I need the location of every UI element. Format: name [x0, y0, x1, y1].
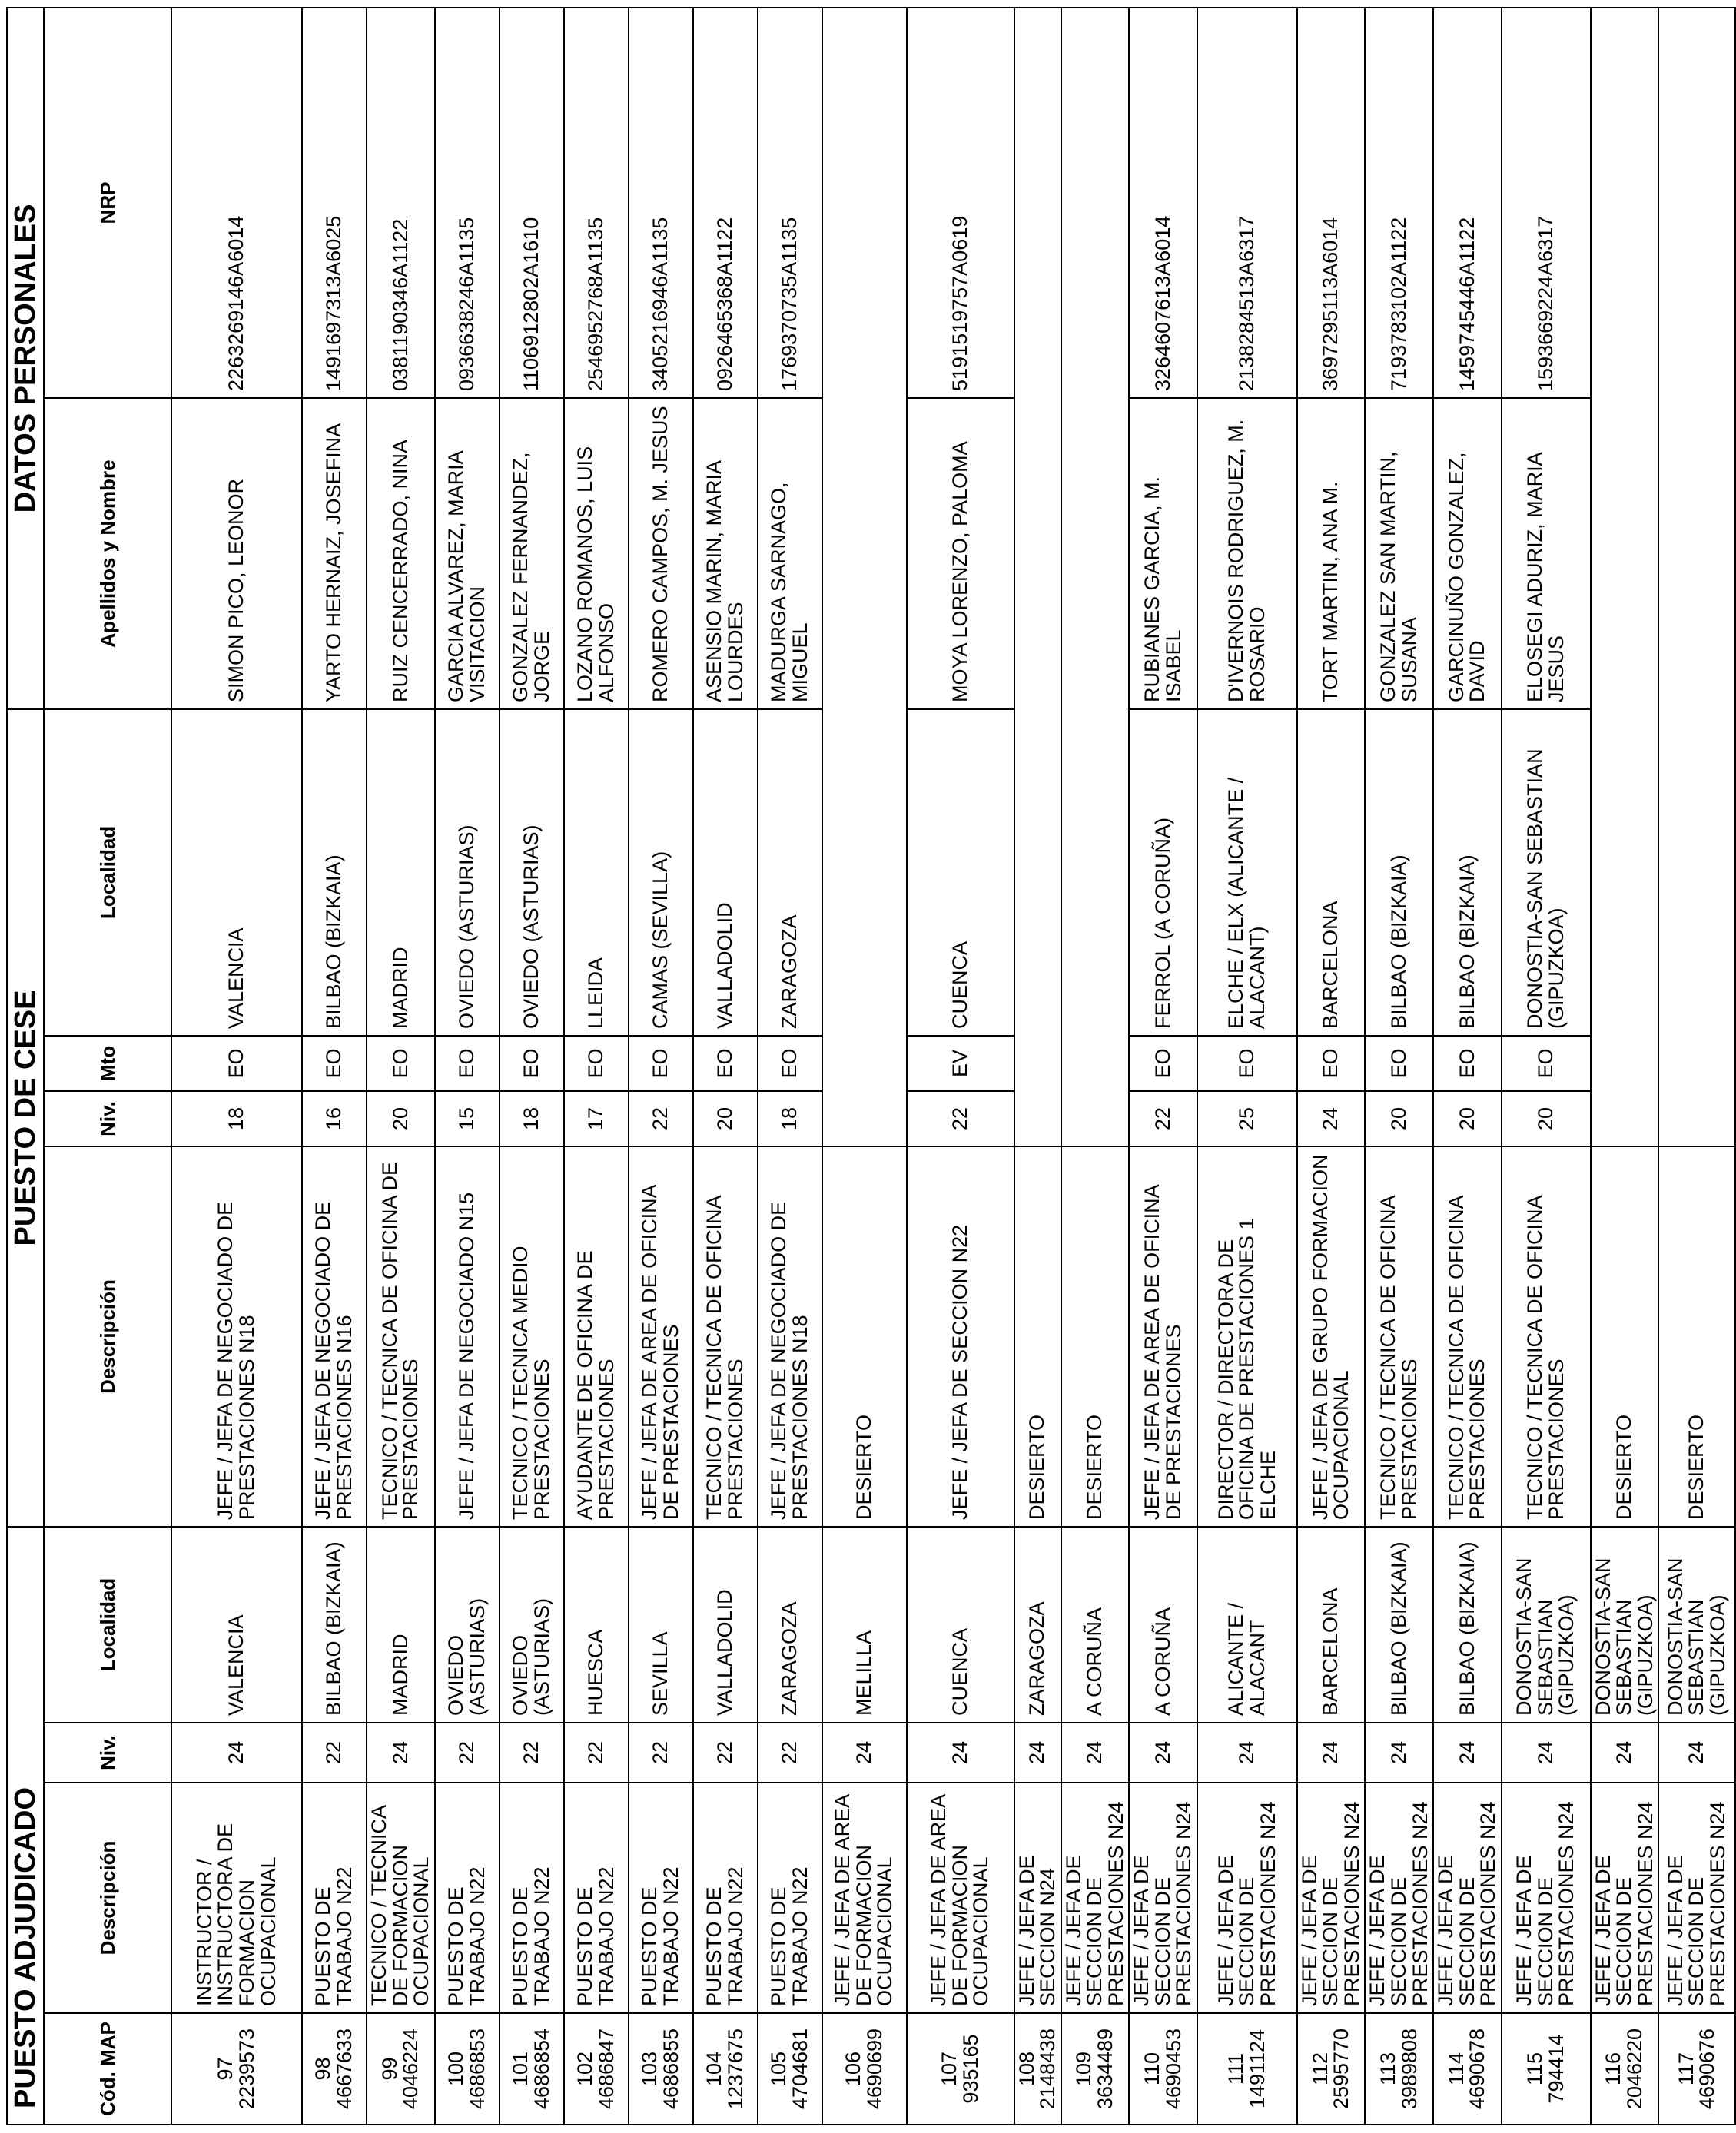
cell-niv-cese: 15	[435, 1091, 500, 1146]
cell-niv-adj: 22	[758, 1723, 822, 1783]
cell-niv-cese: 22	[1129, 1091, 1197, 1146]
cell-desc-cese: TECNICO / TECNICA MEDIO PRESTACIONES	[500, 1146, 564, 1527]
cell-mto: EO	[1502, 1036, 1591, 1091]
cell-vacant	[1591, 8, 1659, 1146]
cell-loc-cese: VALENCIA	[171, 709, 302, 1036]
table-row	[822, 8, 907, 2125]
cell-mto: EO	[693, 1036, 758, 1091]
row-number: 117	[1674, 2052, 1698, 2086]
cell-desc-adj: PUESTO DE TRABAJO N22	[564, 1783, 629, 2013]
cell-niv-cese: 18	[171, 1091, 302, 1146]
cell-loc-adj: BARCELONA	[1297, 1527, 1366, 1723]
row-number: 104	[702, 2051, 726, 2087]
map-code: 4690453	[1161, 2028, 1185, 2110]
cell-mto: EO	[758, 1036, 822, 1091]
map-code: 1237675	[723, 2028, 747, 2110]
row-number: 115	[1523, 2052, 1547, 2086]
row-number: 106	[841, 2051, 865, 2087]
cell-loc-adj: DONOSTIA-SAN SEBASTIAN (GIPUZKOA)	[1591, 1527, 1659, 1723]
cell-desc-adj: PUESTO DE TRABAJO N22	[758, 1783, 822, 2013]
cell-niv-adj: 22	[302, 1723, 367, 1783]
cell-cod-map	[1061, 2013, 1130, 2125]
cell-desc-cese: AYUDANTE DE OFICINA DE PRESTACIONES	[564, 1146, 629, 1527]
cell-nrp: 2138284513A6317	[1197, 8, 1297, 398]
cell-nrp: 0936638246A1135	[435, 8, 500, 398]
map-code: 4686854	[529, 2028, 553, 2110]
cell-niv-cese: 20	[1365, 1091, 1433, 1146]
row-number: 111	[1224, 2052, 1248, 2085]
cell-desc-adj: JEFE / JEFA DE SECCION DE PRESTACIONES N24	[1197, 1783, 1297, 2013]
cell-nombre: RUBIANES GARCIA, M. ISABEL	[1129, 398, 1197, 709]
cell-niv-cese: 20	[1433, 1091, 1502, 1146]
map-code: 2595770	[1329, 2028, 1353, 2110]
map-code: 4690699	[862, 2028, 886, 2110]
cell-mto: EV	[907, 1036, 1014, 1091]
cell-loc-adj: VALLADOLID	[693, 1527, 758, 1723]
cell-niv-cese: 20	[693, 1091, 758, 1146]
cell-loc-cese: OVIEDO (ASTURIAS)	[500, 709, 564, 1036]
map-code: 1491124	[1245, 2029, 1269, 2109]
cell-cod-map	[822, 2013, 907, 2125]
cell-cod-map	[1129, 2013, 1197, 2125]
cell-loc-adj: BILBAO (BIZKAIA)	[1433, 1527, 1502, 1723]
cell-vacant	[1061, 8, 1130, 1146]
cell-nrp: 3697295113A6014	[1297, 8, 1366, 398]
cell-desc-cese: TECNICO / TECNICA DE OFICINA PRESTACIONES	[693, 1146, 758, 1527]
cell-mto: EO	[1365, 1036, 1433, 1091]
cell-loc-cese: CUENCA	[907, 709, 1014, 1036]
cell-nombre: SIMON PICO, LEONOR	[171, 398, 302, 709]
map-code: 2239573	[235, 2028, 258, 2110]
cell-niv-adj: 24	[907, 1723, 1014, 1783]
table-row	[1502, 8, 1591, 2125]
cell-niv-adj: 24	[367, 1723, 435, 1783]
cell-desc-adj: JEFE / JEFA DE SECCION DE PRESTACIONES N24	[1297, 1783, 1366, 2013]
table-row	[1197, 8, 1297, 2125]
row-number: 110	[1140, 2052, 1164, 2086]
col-header-cod: Cód. MAP	[44, 2013, 171, 2125]
cell-niv-cese: 16	[302, 1091, 367, 1146]
cell-niv-adj: 24	[1591, 1723, 1659, 1783]
cell-desc-adj: PUESTO DE TRABAJO N22	[302, 1783, 367, 2013]
col-header-niv-cese: Niv.	[44, 1091, 171, 1146]
table-row	[758, 8, 822, 2125]
cell-niv-adj: 24	[1433, 1723, 1502, 1783]
row-number: 97	[214, 2057, 237, 2081]
cell-nrp: 1593669224A6317	[1502, 8, 1591, 398]
cell-niv-adj: 24	[1365, 1723, 1433, 1783]
cell-niv-adj: 24	[1197, 1723, 1297, 1783]
map-code: 4690678	[1465, 2028, 1489, 2110]
cell-cod-map	[500, 2013, 564, 2125]
cell-desc-cese: JEFE / JEFA DE AREA DE OFICINA DE PRESTACIONES	[1129, 1146, 1197, 1527]
cell-niv-adj: 22	[629, 1723, 693, 1783]
cell-cod-map	[1365, 2013, 1433, 2125]
cell-desc-cese: DESIERTO	[1061, 1146, 1130, 1527]
col-header-nrp: NRP	[44, 8, 171, 398]
group-header-cese: PUESTO DE CESE	[7, 709, 44, 1527]
table-row	[1061, 8, 1130, 2125]
group-header-adjudicado: PUESTO ADJUDICADO	[7, 1527, 44, 2125]
cell-nombre: GONZALEZ FERNANDEZ, JORGE	[500, 398, 564, 709]
cell-loc-adj: SEVILLA	[629, 1527, 693, 1723]
cell-niv-adj: 22	[500, 1723, 564, 1783]
cell-niv-cese: 22	[907, 1091, 1014, 1146]
cell-niv-cese: 17	[564, 1091, 629, 1146]
cell-loc-adj: MELILLA	[822, 1527, 907, 1723]
cell-desc-cese: DESIERTO	[1591, 1146, 1659, 1527]
cell-loc-adj: HUESCA	[564, 1527, 629, 1723]
cell-loc-adj: DONOSTIA-SAN SEBASTIAN (GIPUZKOA)	[1502, 1527, 1591, 1723]
cell-desc-adj: JEFE / JEFA DE AREA DE FORMACION OCUPACIONAL	[907, 1783, 1014, 2013]
table-row	[302, 8, 367, 2125]
map-code: 4690676	[1695, 2028, 1719, 2110]
cell-desc-adj: PUESTO DE TRABAJO N22	[629, 1783, 693, 2013]
cell-loc-adj: ZARAGOZA	[1014, 1527, 1061, 1723]
map-code: 935165	[958, 2034, 982, 2104]
cell-desc-adj: PUESTO DE TRABAJO N22	[500, 1783, 564, 2013]
table-row	[171, 8, 302, 2125]
cell-mto: EO	[1297, 1036, 1366, 1091]
cell-nombre: GARCIA ALVAREZ, MARIA VISITACION	[435, 398, 500, 709]
cell-cod-map	[1658, 2013, 1735, 2125]
row-number: 113	[1376, 2052, 1400, 2086]
table-row	[1014, 8, 1061, 2125]
cell-nrp: 7193783102A1122	[1365, 8, 1433, 398]
cell-nrp: 5191519757A0619	[907, 8, 1014, 398]
table-row	[500, 8, 564, 2125]
cell-niv-cese: 20	[367, 1091, 435, 1146]
cell-loc-adj: VALENCIA	[171, 1527, 302, 1723]
cell-loc-cese: OVIEDO (ASTURIAS)	[435, 709, 500, 1036]
cell-desc-cese: DESIERTO	[822, 1146, 907, 1527]
cell-nrp: 0926465368A1122	[693, 8, 758, 398]
cell-loc-adj: OVIEDO (ASTURIAS)	[435, 1527, 500, 1723]
cell-loc-cese: CAMAS (SEVILLA)	[629, 709, 693, 1036]
cell-nrp: 3405216946A1135	[629, 8, 693, 398]
col-header-niv-adj: Niv.	[44, 1723, 171, 1783]
cell-niv-adj: 24	[1502, 1723, 1591, 1783]
cell-niv-cese: 22	[629, 1091, 693, 1146]
table-row	[693, 8, 758, 2125]
cell-nrp: 3264607613A6014	[1129, 8, 1197, 398]
row-number: 100	[444, 2051, 468, 2087]
cell-loc-adj: A CORUÑA	[1061, 1527, 1130, 1723]
cell-niv-adj: 22	[564, 1723, 629, 1783]
map-code: 4046224	[399, 2028, 423, 2110]
cell-mto: EO	[564, 1036, 629, 1091]
cell-loc-adj: A CORUÑA	[1129, 1527, 1197, 1723]
cell-nombre: D'IVERNOIS RODRIGUEZ, M. ROSARIO	[1197, 398, 1297, 709]
row-number: 98	[311, 2057, 335, 2081]
cell-cod-map	[1197, 2013, 1297, 2125]
row-number: 105	[767, 2051, 791, 2087]
cell-nombre: GARCINUÑO GONZALEZ, DAVID	[1433, 398, 1502, 709]
row-number: 99	[377, 2057, 401, 2081]
cell-mto: EO	[435, 1036, 500, 1091]
cell-loc-cese: BILBAO (BIZKAIA)	[1433, 709, 1502, 1036]
cell-cod-map	[1591, 2013, 1659, 2125]
cell-desc-cese: DESIERTO	[1014, 1146, 1061, 1527]
cell-nrp: 1491697313A6025	[302, 8, 367, 398]
cell-vacant	[1014, 8, 1061, 1146]
cell-loc-adj: MADRID	[367, 1527, 435, 1723]
cell-desc-cese: TECNICO / TECNICA DE OFICINA PRESTACIONES	[1433, 1146, 1502, 1527]
row-number: 107	[938, 2051, 961, 2087]
cell-loc-adj: CUENCA	[907, 1527, 1014, 1723]
cell-nrp: 2546952768A1135	[564, 8, 629, 398]
cell-niv-adj: 24	[1658, 1723, 1735, 1783]
cell-loc-adj: ALICANTE / ALACANT	[1197, 1527, 1297, 1723]
cell-loc-cese: LLEIDA	[564, 709, 629, 1036]
cell-desc-adj: JEFE / JEFA DE SECCION DE PRESTACIONES N24	[1061, 1783, 1130, 2013]
cell-desc-adj: JEFE / JEFA DE SECCION DE PRESTACIONES N24	[1433, 1783, 1502, 2013]
cell-niv-adj: 24	[171, 1723, 302, 1783]
cell-nrp: 0381190346A1122	[367, 8, 435, 398]
cell-mto: EO	[629, 1036, 693, 1091]
col-header-desc-cese: Descripción	[44, 1146, 171, 1527]
cell-desc-adj: JEFE / JEFA DE SECCION DE PRESTACIONES N24	[1365, 1783, 1433, 2013]
map-code: 3634489	[1093, 2028, 1117, 2110]
cell-niv-adj: 24	[822, 1723, 907, 1783]
cell-desc-cese: JEFE / JEFA DE NEGOCIADO DE PRESTACIONES N16	[302, 1146, 367, 1527]
map-code: 4686847	[594, 2028, 618, 2110]
cell-cod-map	[758, 2013, 822, 2125]
cell-mto: EO	[1433, 1036, 1502, 1091]
cell-nombre: LOZANO ROMANOS, LUIS ALFONSO	[564, 398, 629, 709]
cell-mto: EO	[367, 1036, 435, 1091]
map-code: 794414	[1544, 2034, 1568, 2104]
cell-cod-map	[1502, 2013, 1591, 2125]
cell-nombre: MOYA LORENZO, PALOMA	[907, 398, 1014, 709]
cell-niv-adj: 24	[1297, 1723, 1366, 1783]
cell-mto: EO	[1197, 1036, 1297, 1091]
cell-desc-cese: DIRECTOR / DIRECTORA DE OFICINA DE PRESTACIONES 1 ELCHE	[1197, 1146, 1297, 1527]
cell-loc-adj: BILBAO (BIZKAIA)	[1365, 1527, 1433, 1723]
cell-vacant	[822, 8, 907, 1146]
table-row	[1591, 8, 1659, 2125]
cell-loc-cese: MADRID	[367, 709, 435, 1036]
cell-desc-adj: JEFE / JEFA DE SECCION DE PRESTACIONES N24	[1658, 1783, 1735, 2013]
group-header-personales: DATOS PERSONALES	[7, 8, 44, 709]
cell-nombre: MADURGA SARNAGO, MIGUEL	[758, 398, 822, 709]
cell-loc-cese: ELCHE / ELX (ALICANTE / ALACANT)	[1197, 709, 1297, 1036]
table-row	[629, 8, 693, 2125]
col-header-desc-adj: Descripción	[44, 1783, 171, 2013]
row-number: 112	[1308, 2052, 1332, 2086]
table-row	[1297, 8, 1366, 2125]
cell-cod-map	[907, 2013, 1014, 2125]
cell-mto: EO	[171, 1036, 302, 1091]
cell-loc-cese: BARCELONA	[1297, 709, 1366, 1036]
map-code: 4686853	[465, 2028, 489, 2110]
table-row	[435, 8, 500, 2125]
cell-cod-map	[1433, 2013, 1502, 2125]
cell-desc-cese: JEFE / JEFA DE AREA DE OFICINA DE PRESTACIONES	[629, 1146, 693, 1527]
cell-nrp: 1769370735A1135	[758, 8, 822, 398]
cell-niv-adj: 22	[693, 1723, 758, 1783]
cell-loc-cese: DONOSTIA-SAN SEBASTIAN (GIPUZKOA)	[1502, 709, 1591, 1036]
row-number: 103	[638, 2051, 662, 2087]
cell-cod-map	[1014, 2013, 1061, 2125]
cell-desc-adj: JEFE / JEFA DE SECCION N24	[1014, 1783, 1061, 2013]
row-number: 116	[1602, 2052, 1625, 2086]
table-body	[171, 8, 1735, 2125]
cell-loc-cese: ZARAGOZA	[758, 709, 822, 1036]
cell-niv-adj: 22	[435, 1723, 500, 1783]
cell-nrp: 1106912802A1610	[500, 8, 564, 398]
map-code: 4686855	[659, 2028, 682, 2110]
cell-mto: EO	[1129, 1036, 1197, 1091]
cell-loc-adj: BILBAO (BIZKAIA)	[302, 1527, 367, 1723]
cell-niv-cese: 24	[1297, 1091, 1366, 1146]
cell-nombre: ELOSEGI ADURIZ, MARIA JESUS	[1502, 398, 1591, 709]
cell-nrp: 1459745446A1122	[1433, 8, 1502, 398]
row-number: 101	[509, 2051, 533, 2087]
cell-cod-map	[564, 2013, 629, 2125]
cell-desc-cese: JEFE / JEFA DE GRUPO FORMACION OCUPACIONAL	[1297, 1146, 1366, 1527]
cell-cod-map	[435, 2013, 500, 2125]
cell-desc-adj: JEFE / JEFA DE SECCION DE PRESTACIONES N24	[1502, 1783, 1591, 2013]
cell-desc-adj: PUESTO DE TRABAJO N22	[435, 1783, 500, 2013]
cell-niv-cese: 18	[500, 1091, 564, 1146]
assignments-table	[6, 7, 1736, 2125]
table-row	[1433, 8, 1502, 2125]
col-header-nombre: Apellidos y Nombre	[44, 398, 171, 709]
table-row	[564, 8, 629, 2125]
cell-desc-cese: JEFE / JEFA DE NEGOCIADO N15	[435, 1146, 500, 1527]
cell-nrp: 2263269146A6014	[171, 8, 302, 398]
cell-niv-adj: 24	[1014, 1723, 1061, 1783]
cell-loc-adj: OVIEDO (ASTURIAS)	[500, 1527, 564, 1723]
map-code: 3989808	[1397, 2028, 1421, 2110]
table-row	[1658, 8, 1735, 2125]
cell-desc-adj: PUESTO DE TRABAJO N22	[693, 1783, 758, 2013]
table-row	[1365, 8, 1433, 2125]
cell-loc-cese: BILBAO (BIZKAIA)	[302, 709, 367, 1036]
cell-loc-cese: VALLADOLID	[693, 709, 758, 1036]
cell-cod-map	[693, 2013, 758, 2125]
cell-desc-cese: TECNICO / TECNICA DE OFICINA DE PRESTACIONES	[367, 1146, 435, 1527]
cell-loc-cese: FERROL (A CORUÑA)	[1129, 709, 1197, 1036]
cell-niv-adj: 24	[1129, 1723, 1197, 1783]
cell-loc-cese: BILBAO (BIZKAIA)	[1365, 709, 1433, 1036]
row-number: 114	[1444, 2052, 1468, 2086]
cell-mto: EO	[500, 1036, 564, 1091]
row-number: 109	[1072, 2051, 1096, 2087]
cell-desc-adj: TECNICO / TECNICA DE FORMACION OCUPACIONAL	[367, 1783, 435, 2013]
cell-desc-cese: TECNICO / TECNICA DE OFICINA PRESTACIONES	[1502, 1146, 1591, 1527]
col-header-mto: Mto	[44, 1036, 171, 1091]
table-row	[907, 8, 1014, 2125]
cell-desc-adj: JEFE / JEFA DE SECCION DE PRESTACIONES N24	[1129, 1783, 1197, 2013]
cell-niv-cese: 25	[1197, 1091, 1297, 1146]
row-number: 102	[573, 2051, 597, 2087]
cell-desc-adj: INSTRUCTOR / INSTRUCTORA DE FORMACION OCUPACIONAL	[171, 1783, 302, 2013]
cell-nombre: TORT MARTIN, ANA M.	[1297, 398, 1366, 709]
map-code: 4704681	[788, 2028, 812, 2110]
map-code: 2046220	[1622, 2028, 1646, 2110]
table-row	[367, 8, 435, 2125]
cell-cod-map	[629, 2013, 693, 2125]
cell-nombre: ROMERO CAMPOS, M. JESUS	[629, 398, 693, 709]
col-header-loc-adj: Localidad	[44, 1527, 171, 1723]
cell-niv-cese: 20	[1502, 1091, 1591, 1146]
cell-cod-map	[302, 2013, 367, 2125]
cell-desc-cese: DESIERTO	[1658, 1146, 1735, 1527]
cell-nombre: ASENSIO MARIN, MARIA LOURDES	[693, 398, 758, 709]
cell-loc-adj: ZARAGOZA	[758, 1527, 822, 1723]
cell-cod-map	[171, 2013, 302, 2125]
cell-desc-cese: TECNICO / TECNICA DE OFICINA PRESTACIONES	[1365, 1146, 1433, 1527]
col-header-loc-cese: Localidad	[44, 709, 171, 1036]
cell-desc-adj: JEFE / JEFA DE SECCION DE PRESTACIONES N24	[1591, 1783, 1659, 2013]
cell-loc-adj: DONOSTIA-SAN SEBASTIAN (GIPUZKOA)	[1658, 1527, 1735, 1723]
map-code: 4667633	[333, 2028, 356, 2110]
cell-mto: EO	[302, 1036, 367, 1091]
cell-nombre: YARTO HERNAIZ, JOSEFINA	[302, 398, 367, 709]
map-code: 2148438	[1036, 2028, 1060, 2110]
cell-nombre: GONZALEZ SAN MARTIN, SUSANA	[1365, 398, 1433, 709]
cell-cod-map	[367, 2013, 435, 2125]
row-number: 108	[1014, 2051, 1038, 2087]
cell-desc-adj: JEFE / JEFA DE AREA DE FORMACION OCUPACIONAL	[822, 1783, 907, 2013]
cell-desc-cese: JEFE / JEFA DE NEGOCIADO DE PRESTACIONES N18	[171, 1146, 302, 1527]
cell-nombre: RUIZ CENCERRADO, NINA	[367, 398, 435, 709]
cell-niv-adj: 24	[1061, 1723, 1130, 1783]
cell-niv-cese: 18	[758, 1091, 822, 1146]
cell-vacant	[1658, 8, 1735, 1146]
cell-desc-cese: JEFE / JEFA DE SECCION N22	[907, 1146, 1014, 1527]
cell-desc-cese: JEFE / JEFA DE NEGOCIADO DE PRESTACIONES N18	[758, 1146, 822, 1527]
cell-cod-map	[1297, 2013, 1366, 2125]
table-row	[1129, 8, 1197, 2125]
